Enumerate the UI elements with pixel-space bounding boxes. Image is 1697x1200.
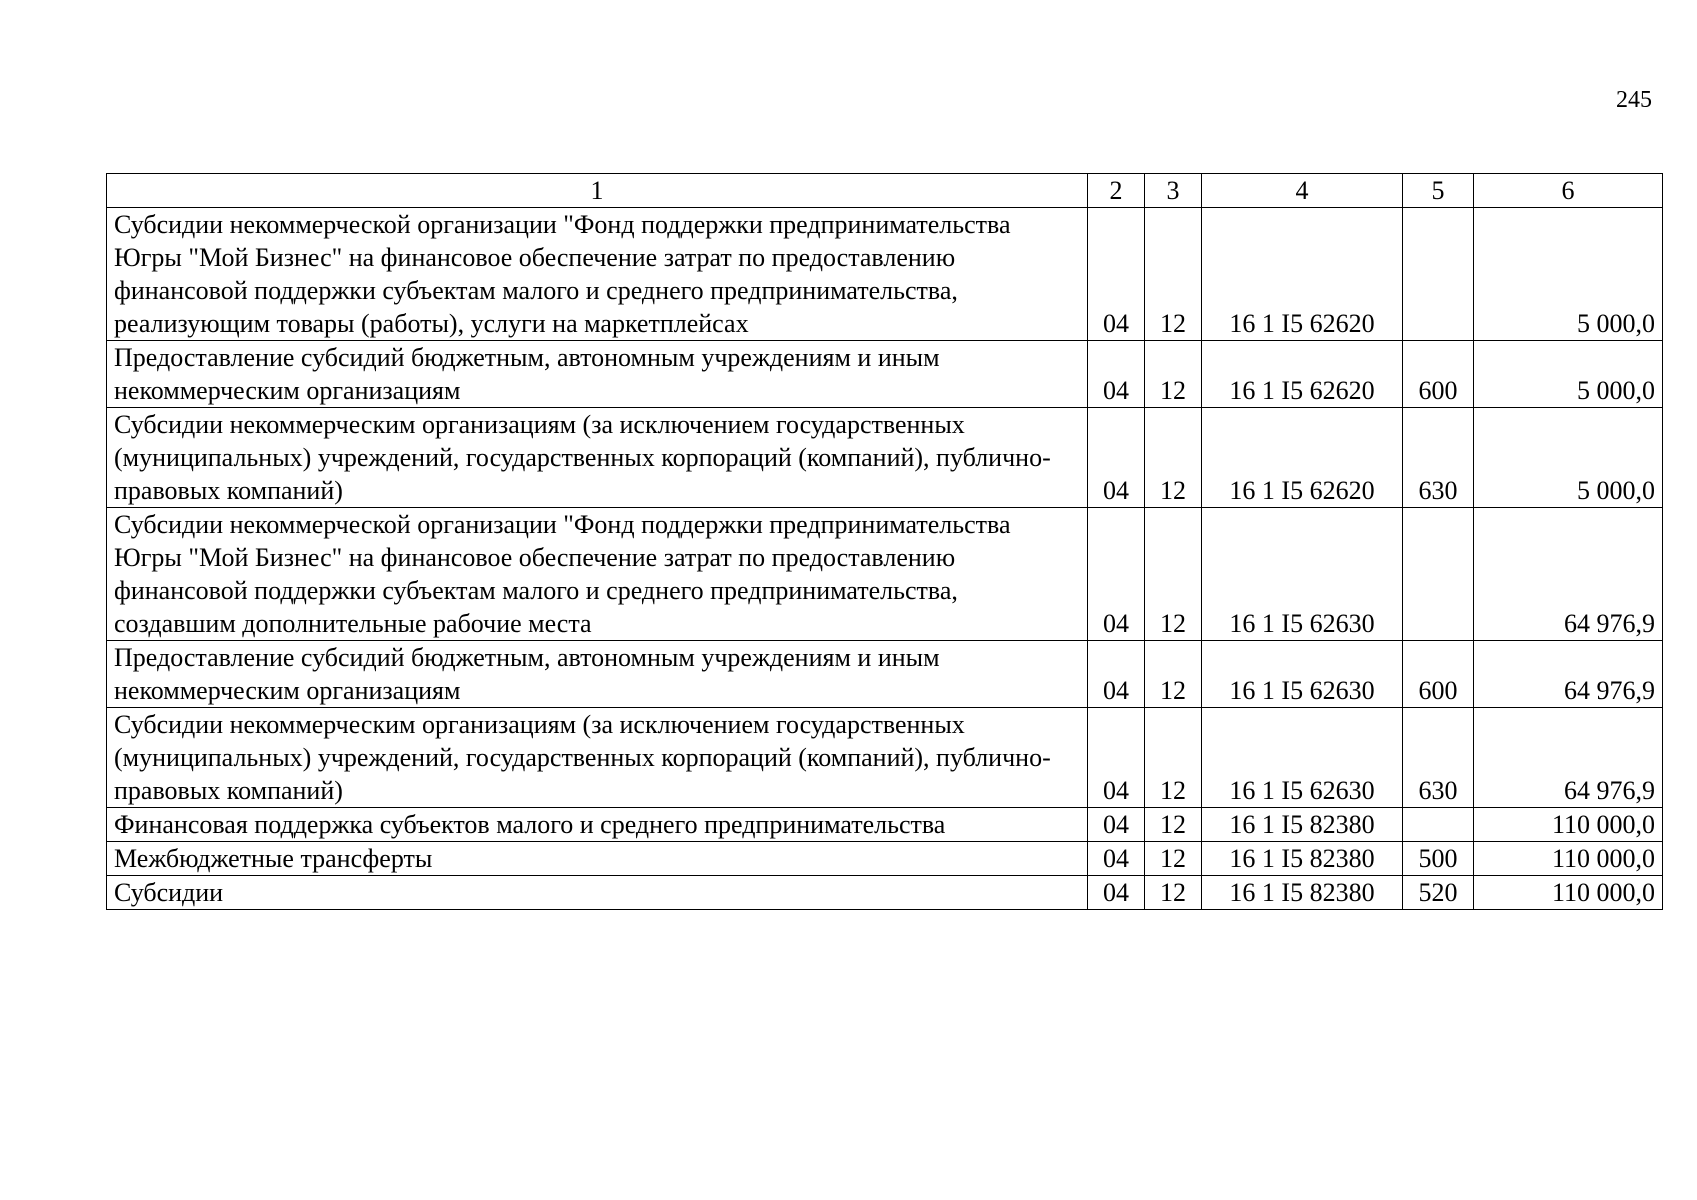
row-target-article: 16 1 I5 62620 (1202, 408, 1403, 508)
row-amount: 64 976,9 (1474, 508, 1663, 641)
row-target-article: 16 1 I5 62620 (1202, 341, 1403, 408)
page-number: 245 (1616, 87, 1652, 113)
row-description: Субсидии некоммерческой организации "Фонд поддержки предпринимательства Югры "Мой Бизнес" на финансовое обеспечение затрат по предоставлению финансовой поддержки субъектам малого и среднего предпринимательства, реализующим товары (работы), услуги на маркетплейсах (107, 208, 1088, 341)
row-expense-type: 500 (1403, 842, 1474, 876)
budget-table (106, 173, 1663, 910)
column-header: 2 (1088, 174, 1145, 208)
row-section: 04 (1088, 408, 1145, 508)
row-amount: 64 976,9 (1474, 708, 1663, 808)
row-expense-type (1403, 208, 1474, 341)
row-subsection: 12 (1145, 341, 1202, 408)
table-row (107, 708, 1663, 808)
table-row (107, 842, 1663, 876)
row-description: Финансовая поддержка субъектов малого и среднего предпринимательства (107, 808, 1088, 842)
row-section: 04 (1088, 876, 1145, 910)
row-section: 04 (1088, 508, 1145, 641)
row-subsection: 12 (1145, 808, 1202, 842)
table-row (107, 508, 1663, 641)
row-expense-type: 600 (1403, 341, 1474, 408)
row-target-article: 16 1 I5 62620 (1202, 208, 1403, 341)
row-amount: 5 000,0 (1474, 208, 1663, 341)
row-target-article: 16 1 I5 82380 (1202, 842, 1403, 876)
row-target-article: 16 1 I5 62630 (1202, 708, 1403, 808)
table-row (107, 641, 1663, 708)
row-target-article: 16 1 I5 62630 (1202, 641, 1403, 708)
row-amount: 5 000,0 (1474, 408, 1663, 508)
row-expense-type: 630 (1403, 408, 1474, 508)
table-row (107, 341, 1663, 408)
row-expense-type (1403, 808, 1474, 842)
row-description: Предоставление субсидий бюджетным, автономным учреждениям и иным некоммерческим организациям (107, 341, 1088, 408)
table-row (107, 408, 1663, 508)
row-description: Межбюджетные трансферты (107, 842, 1088, 876)
row-description: Предоставление субсидий бюджетным, автономным учреждениям и иным некоммерческим организациям (107, 641, 1088, 708)
row-description: Субсидии (107, 876, 1088, 910)
row-section: 04 (1088, 708, 1145, 808)
row-amount: 110 000,0 (1474, 842, 1663, 876)
row-section: 04 (1088, 842, 1145, 876)
row-subsection: 12 (1145, 508, 1202, 641)
row-amount: 110 000,0 (1474, 876, 1663, 910)
row-amount: 110 000,0 (1474, 808, 1663, 842)
row-target-article: 16 1 I5 62630 (1202, 508, 1403, 641)
column-header: 6 (1474, 174, 1663, 208)
column-header: 3 (1145, 174, 1202, 208)
column-header: 4 (1202, 174, 1403, 208)
row-section: 04 (1088, 641, 1145, 708)
row-expense-type: 520 (1403, 876, 1474, 910)
row-amount: 64 976,9 (1474, 641, 1663, 708)
row-subsection: 12 (1145, 641, 1202, 708)
row-section: 04 (1088, 208, 1145, 341)
column-header: 5 (1403, 174, 1474, 208)
table-header-row (107, 174, 1663, 208)
row-amount: 5 000,0 (1474, 341, 1663, 408)
row-expense-type: 630 (1403, 708, 1474, 808)
row-subsection: 12 (1145, 708, 1202, 808)
table-row (107, 876, 1663, 910)
table-row (107, 808, 1663, 842)
row-section: 04 (1088, 808, 1145, 842)
row-description: Субсидии некоммерческим организациям (за исключением государственных (муниципальных) учреждений, государственных корпораций (компаний), публично-правовых компаний) (107, 408, 1088, 508)
row-description: Субсидии некоммерческим организациям (за исключением государственных (муниципальных) учреждений, государственных корпораций (компаний), публично-правовых компаний) (107, 708, 1088, 808)
column-header: 1 (107, 174, 1088, 208)
table-row (107, 208, 1663, 341)
row-subsection: 12 (1145, 876, 1202, 910)
row-subsection: 12 (1145, 408, 1202, 508)
row-subsection: 12 (1145, 208, 1202, 341)
row-expense-type (1403, 508, 1474, 641)
row-target-article: 16 1 I5 82380 (1202, 876, 1403, 910)
row-description: Субсидии некоммерческой организации "Фонд поддержки предпринимательства Югры "Мой Бизнес" на финансовое обеспечение затрат по предоставлению финансовой поддержки субъектам малого и среднего предпринимательства, создавшим дополнительные рабочие места (107, 508, 1088, 641)
row-expense-type: 600 (1403, 641, 1474, 708)
row-section: 04 (1088, 341, 1145, 408)
row-subsection: 12 (1145, 842, 1202, 876)
row-target-article: 16 1 I5 82380 (1202, 808, 1403, 842)
